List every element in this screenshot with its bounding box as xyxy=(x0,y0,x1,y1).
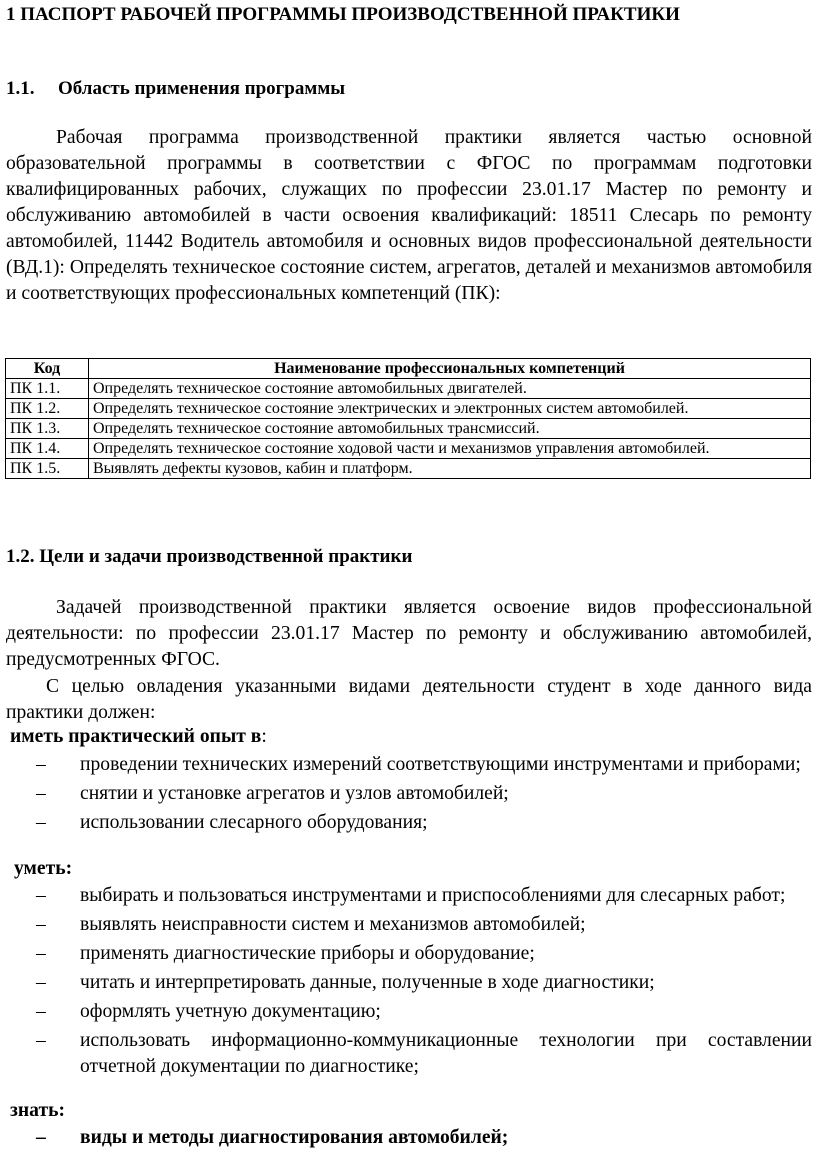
list-item-text: использовать информационно-коммуникационные технологии при составлении отчетной документации по диагностике; xyxy=(80,1030,812,1077)
knowledge-label: знать: xyxy=(10,1100,65,1121)
section-1-1-number: 1.1. xyxy=(6,78,35,99)
section-1-2-heading: 1.2. Цели и задачи производственной практики xyxy=(6,546,413,567)
list-item-text: выбирать и пользоваться инструментами и приспособлениями для слесарных работ; xyxy=(80,885,786,906)
list-item xyxy=(36,752,812,778)
experience-list xyxy=(36,752,812,839)
skills-label: уметь: xyxy=(14,858,73,879)
page-title: 1 ПАСПОРТ РАБОЧЕЙ ПРОГРАММЫ ПРОИЗВОДСТВЕННОЙ ПРАКТИКИ xyxy=(6,4,680,25)
table-row xyxy=(6,419,811,439)
table-row xyxy=(6,459,811,479)
dash-bullet-icon: – xyxy=(36,914,46,935)
table-row xyxy=(6,379,811,399)
competency-code: ПК 1.2. xyxy=(6,399,89,419)
table-header-name: Наименование профессиональных компетенций xyxy=(89,359,811,379)
dash-bullet-icon: – xyxy=(36,812,46,833)
competency-code: ПК 1.4. xyxy=(6,439,89,459)
list-item xyxy=(36,941,812,967)
competency-name: Определять техническое состояние автомобильных двигателей. xyxy=(89,379,811,399)
dash-bullet-icon: – xyxy=(36,1127,46,1148)
knowledge-list xyxy=(36,1125,812,1154)
list-item xyxy=(36,912,812,938)
list-item-text: проведении технических измерений соответствующими инструментами и приборами; xyxy=(80,754,801,775)
section-1-2-paragraph-1: Задачей производственной практики является освоение видов профессиональной деятельности: по профессии 23.01.17 Мастер по ремонту и обслуживанию автомобилей, предусмотренных ФГОС. xyxy=(6,597,812,670)
experience-label-text: иметь практический опыт в xyxy=(10,726,262,747)
dash-bullet-icon: – xyxy=(36,972,46,993)
list-item-text: снятии и установке агрегатов и узлов автомобилей; xyxy=(80,783,509,804)
competency-name: Определять техническое состояние ходовой части и механизмов управления автомобилей. xyxy=(89,439,811,459)
competency-code: ПК 1.5. xyxy=(6,459,89,479)
list-item-text: виды и методы диагностирования автомобилей; xyxy=(80,1127,509,1148)
section-1-1-heading xyxy=(6,78,345,100)
table-row xyxy=(6,399,811,419)
list-item-text: выявлять неисправности систем и механизмов автомобилей; xyxy=(80,914,586,935)
list-item-text: оформлять учетную документацию; xyxy=(80,1001,381,1022)
competency-name: Выявлять дефекты кузовов, кабин и платформ. xyxy=(89,459,811,479)
dash-bullet-icon: – xyxy=(36,1001,46,1022)
list-item xyxy=(36,1028,812,1080)
list-item-text: читать и интерпретировать данные, полученные в ходе диагностики; xyxy=(80,972,655,993)
table-row xyxy=(6,439,811,459)
dash-bullet-icon: – xyxy=(36,783,46,804)
list-item xyxy=(36,999,812,1025)
list-item xyxy=(36,970,812,996)
experience-label-colon: : xyxy=(261,726,267,747)
dash-bullet-icon: – xyxy=(36,754,46,775)
skills-list xyxy=(36,883,812,1083)
competency-code: ПК 1.3. xyxy=(6,419,89,439)
list-item xyxy=(36,1125,812,1151)
competency-name: Определять техническое состояние автомобильных трансмиссий. xyxy=(89,419,811,439)
experience-label xyxy=(10,726,267,748)
list-item xyxy=(36,883,812,909)
list-item xyxy=(36,810,812,836)
dash-bullet-icon: – xyxy=(36,885,46,906)
dash-bullet-icon: – xyxy=(36,943,46,964)
table-header-code: Код xyxy=(6,359,89,379)
list-item xyxy=(36,781,812,807)
list-item-text: применять диагностические приборы и оборудование; xyxy=(80,943,535,964)
section-1-1-paragraph: Рабочая программа производственной практики является частью основной образовательной программы в соответствии с ФГОС по программам подготовки квалифицированных рабочих, служащих по профессии 23.01.17 Мастер по ремонту и обслуживанию автомобилей в части освоения квалификаций: 18511 Слесарь по ремонту автомобилей, 11442 Водитель автомобиля и основных видов профессиональной деятельности (ВД.1): Определять техническое состояние систем, агрегатов, деталей и механизмов автомобиля и соответствующих профессиональных компетенций (ПК): xyxy=(6,127,812,304)
competency-name: Определять техническое состояние электрических и электронных систем автомобилей. xyxy=(89,399,811,419)
list-item-text: использовании слесарного оборудования; xyxy=(80,812,428,833)
section-1-2-paragraph-2: С целью овладения указанными видами деятельности студент в ходе данного вида практики должен: xyxy=(6,676,812,723)
competency-table xyxy=(5,358,811,479)
table-header-row xyxy=(6,359,811,379)
section-1-1-title: Область применения программы xyxy=(58,78,346,99)
competency-code: ПК 1.1. xyxy=(6,379,89,399)
dash-bullet-icon: – xyxy=(36,1030,46,1051)
